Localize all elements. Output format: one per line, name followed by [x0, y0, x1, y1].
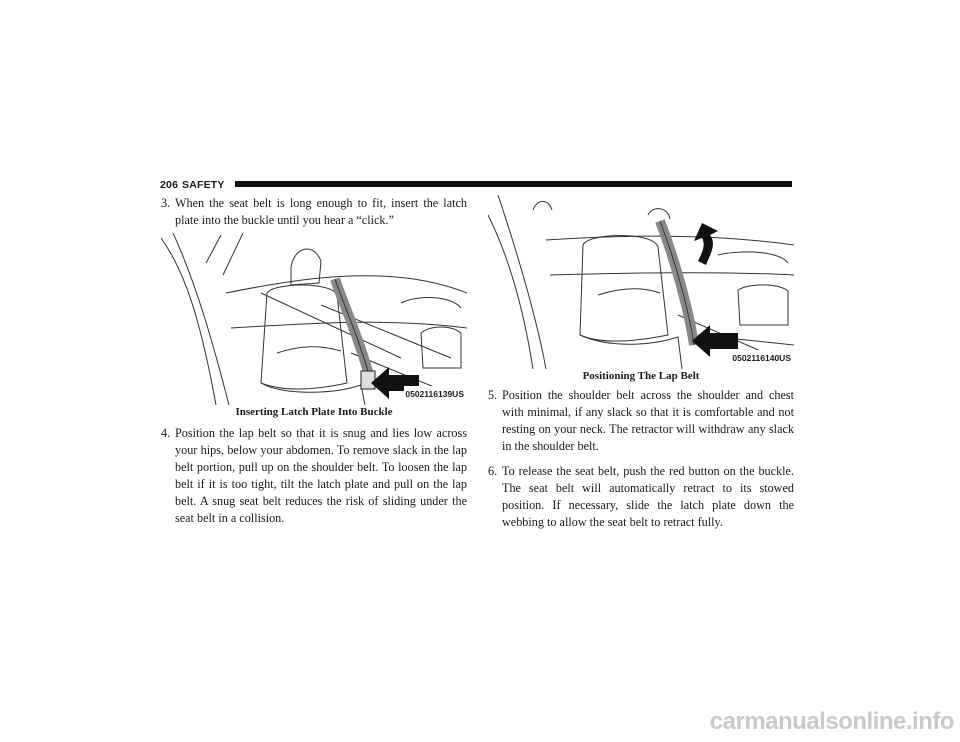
step-4 [161, 425, 467, 527]
seat-belt-illustration [161, 233, 467, 405]
step-number: 4. [161, 426, 171, 440]
step-text: Position the lap belt so that it is snug and lies low across your hips, below your abdomen. To remove slack in the lap belt portion, pull up on the shoulder belt. To loosen the lap belt if it is too tight, tilt the latch plate and pull on the lap belt. A snug seat belt reduces the risk of sliding under the seat belt in a collision. [175, 426, 467, 525]
step-number: 5. [488, 388, 498, 402]
figure-inserting-latch-plate [161, 233, 467, 405]
step-number: 3. [161, 196, 171, 210]
step-5 [488, 387, 794, 455]
left-column [161, 195, 467, 527]
figure-code: 0502116139US [404, 386, 465, 403]
step-text: When the seat belt is long enough to fit, insert the latch plate into the buckle until you hear a “click.” [175, 196, 467, 227]
step-number: 6. [488, 464, 498, 478]
header-rule [235, 181, 792, 187]
step-text: To release the seat belt, push the red button on the buckle. The seat belt will automatically retract to its stowed position. If necessary, slide the latch plate down the webbing to allow the seat belt to retract fully. [502, 464, 794, 529]
page-number: 206 [160, 179, 179, 191]
section-title: SAFETY [182, 179, 225, 191]
page-header [160, 178, 792, 194]
figure-positioning-lap-belt [488, 195, 794, 369]
step-6 [488, 463, 794, 531]
figure-code: 0502116140US [731, 350, 792, 367]
step-text: Position the shoulder belt across the shoulder and chest with minimal, if any slack so that it is comfortable and not resting on your neck. The retractor will withdraw any slack in the shoulder belt. [502, 388, 794, 453]
figure-caption: Inserting Latch Plate Into Buckle [235, 406, 393, 418]
figure-caption: Positioning The Lap Belt [582, 370, 700, 382]
lap-belt-illustration [488, 195, 794, 369]
right-column [488, 195, 794, 531]
watermark: carmanualsonline.info [709, 708, 954, 735]
step-3 [161, 195, 467, 229]
